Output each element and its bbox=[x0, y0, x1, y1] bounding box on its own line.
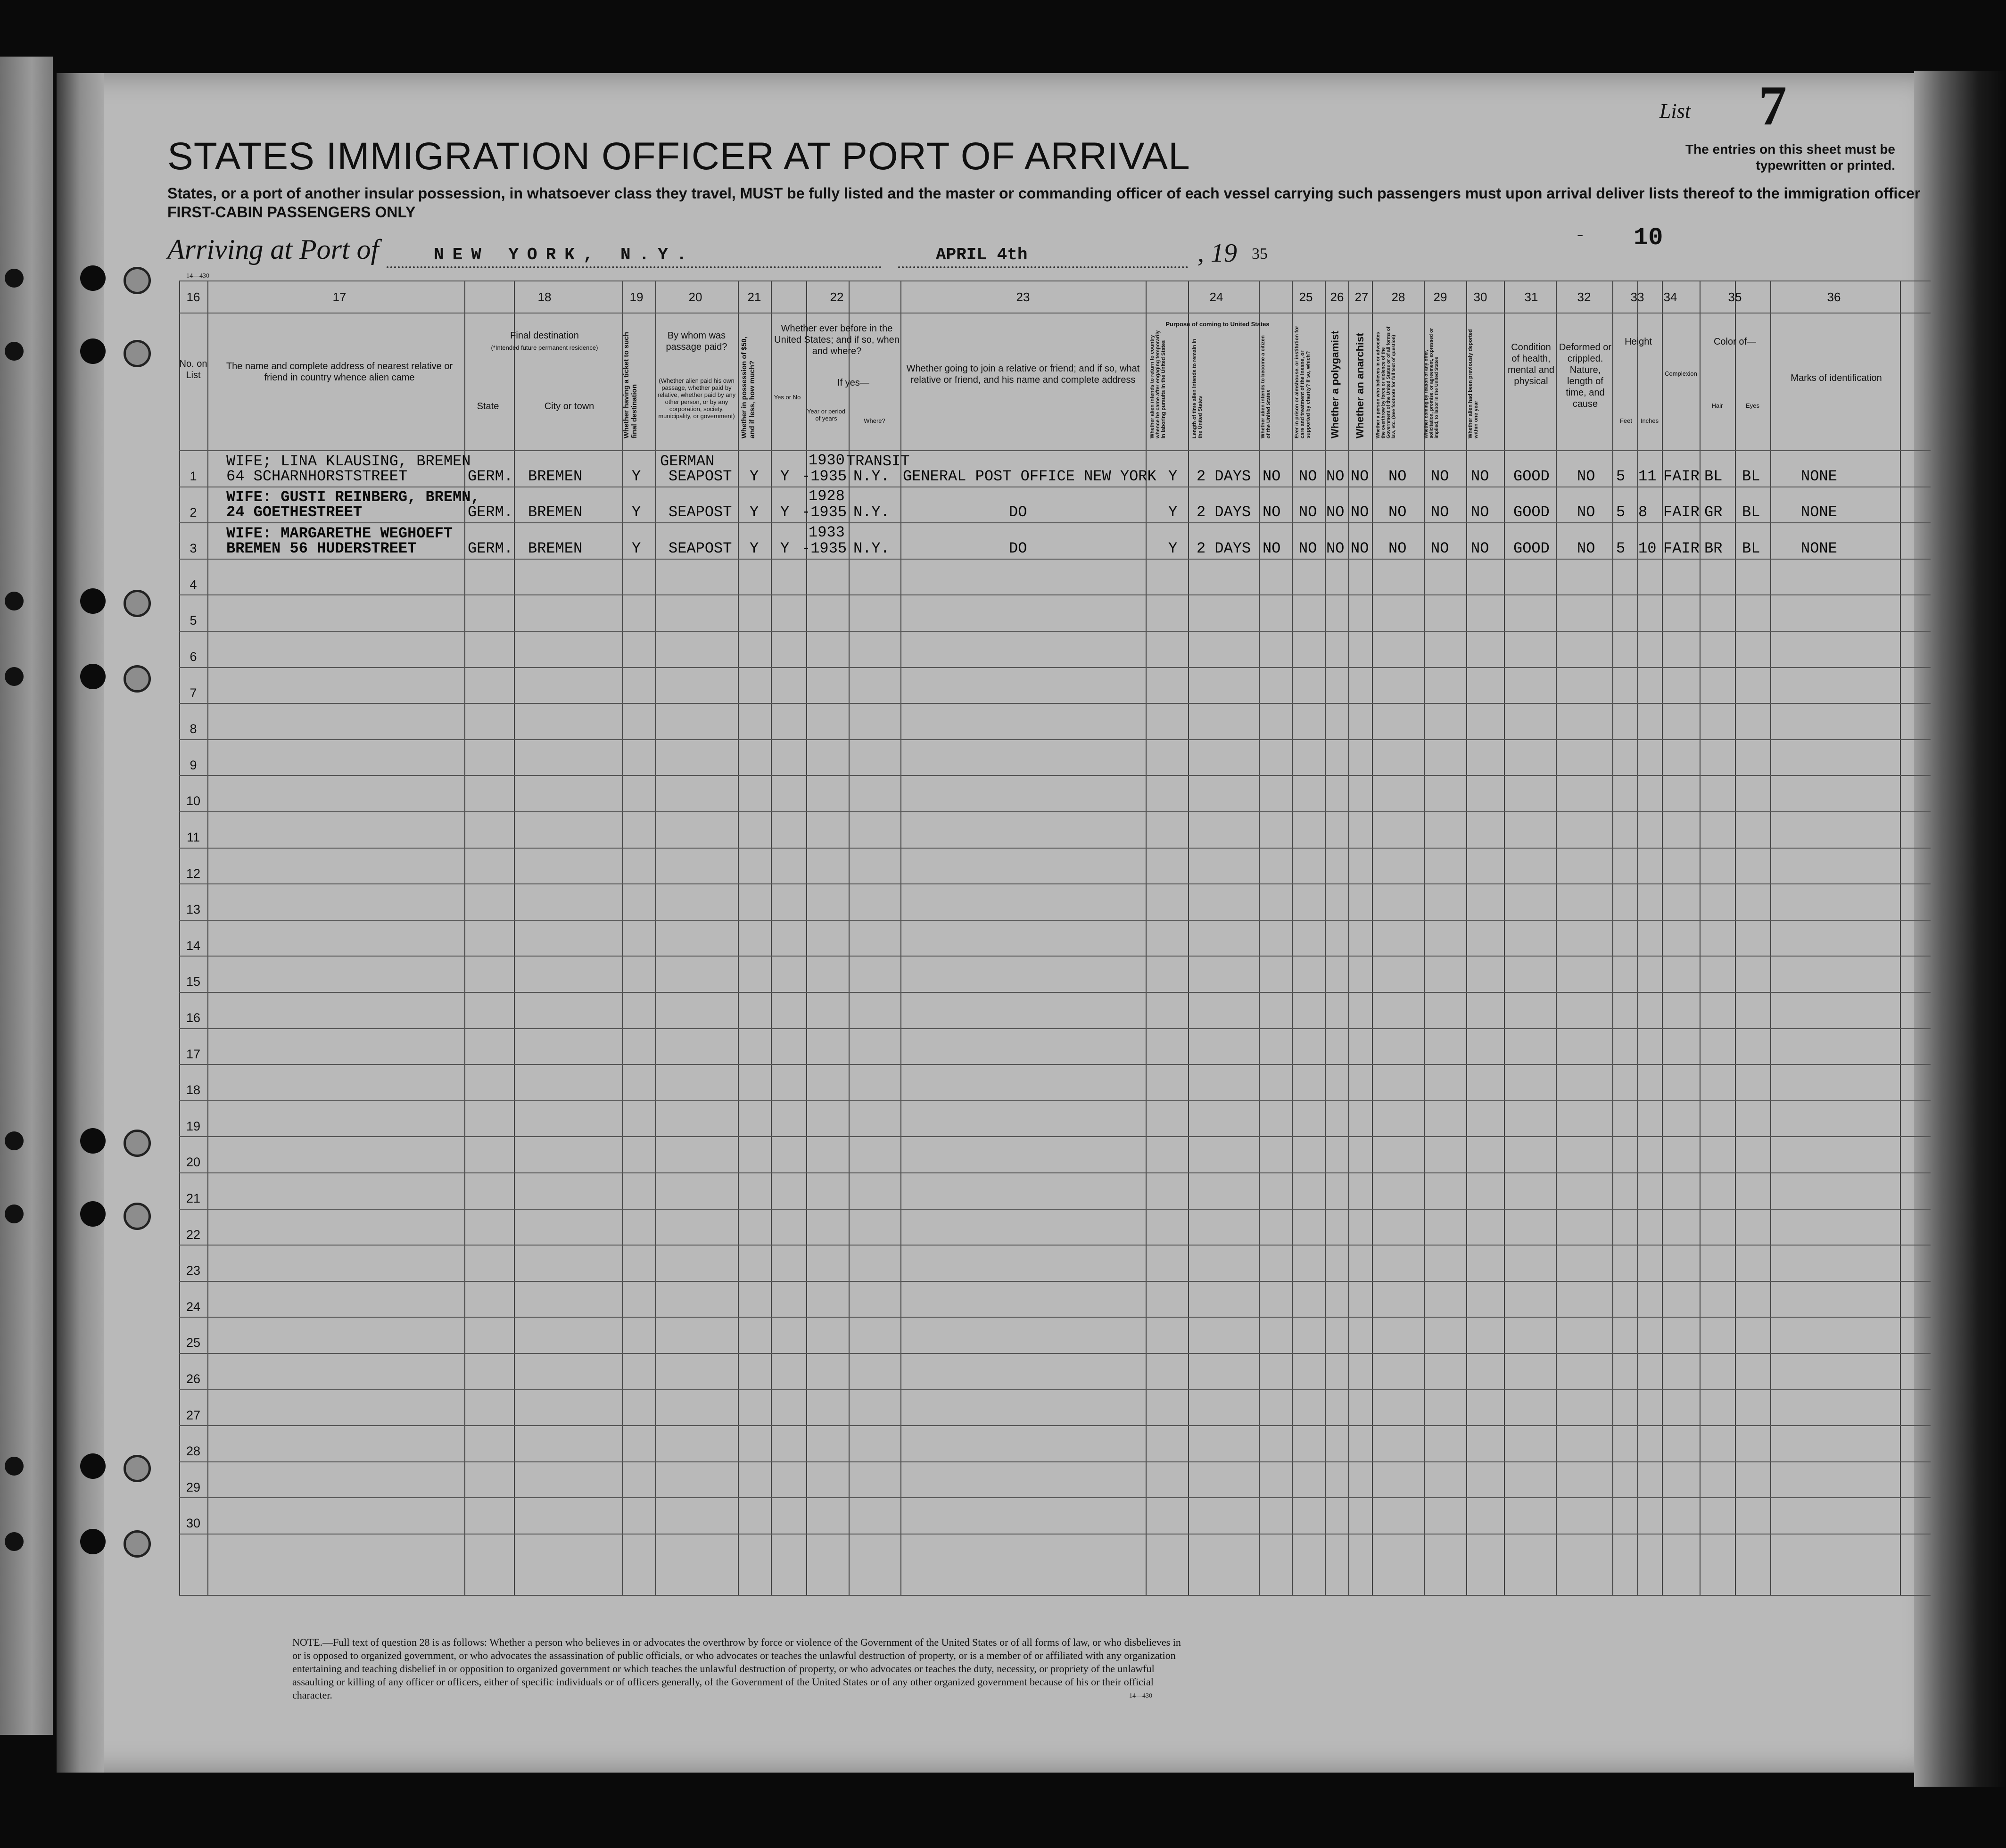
question-30-cell: NO bbox=[1471, 468, 1489, 485]
header-before-in-us: Whether ever before in the United States; and if so, when and where? bbox=[774, 323, 900, 356]
question-29-cell: NO bbox=[1431, 503, 1449, 521]
length-of-stay-cell: 2 DAYS bbox=[1197, 468, 1251, 485]
passage-paid-cell: GERMAN bbox=[660, 453, 715, 470]
header-prison: Ever in prison or almshouse, or institution for care and treatment of the insane, or supported by charity? If so, which? bbox=[1294, 326, 1311, 438]
col-number-21: 21 bbox=[747, 290, 761, 304]
grid-column-line bbox=[622, 280, 623, 1596]
list-number: 7 bbox=[1758, 74, 1787, 137]
grid-row-line bbox=[179, 522, 1931, 523]
relative-address: 24 GOETHESTREET bbox=[226, 503, 363, 521]
col-number-35: 35 bbox=[1728, 290, 1742, 304]
col-number-22: 22 bbox=[830, 290, 844, 304]
anarchist-cell: NO bbox=[1351, 468, 1369, 485]
year-period-cell: 1930 bbox=[809, 452, 845, 469]
header-purpose-return: Whether alien intends to return to country whence he came after engaging temporarily in laboring pursuits in the United States bbox=[1149, 330, 1166, 438]
col-number-31: 31 bbox=[1524, 290, 1538, 304]
height-inches-cell: 8 bbox=[1638, 503, 1648, 521]
grid-row-line bbox=[179, 1136, 1931, 1137]
length-of-stay-cell: 2 DAYS bbox=[1197, 540, 1251, 557]
binding-hole bbox=[80, 1128, 106, 1154]
binding-hole bbox=[80, 664, 106, 689]
grid-column-line bbox=[738, 280, 739, 1596]
question-28-cell: NO bbox=[1388, 503, 1407, 521]
row-number: 15 bbox=[186, 974, 201, 989]
grid-row-line bbox=[179, 1209, 1931, 1210]
question-28-cell: NO bbox=[1388, 468, 1407, 485]
complexion-cell: FAIR bbox=[1663, 468, 1700, 485]
header-if-yes: If yes— bbox=[837, 378, 869, 388]
form-code: 14—430 bbox=[186, 272, 209, 280]
header-joining-relative: Whether going to join a relative or friend; and if so, what relative or friend, and his name and complete address bbox=[906, 363, 1140, 385]
question-30-cell: NO bbox=[1471, 503, 1489, 521]
grid-row-line bbox=[179, 1245, 1931, 1246]
header-deformed: Deformed or crippled. Nature, length of time, and cause bbox=[1559, 342, 1612, 409]
header-state: State bbox=[477, 401, 499, 412]
row-number: 19 bbox=[186, 1119, 201, 1133]
date-dotted-line bbox=[898, 266, 1188, 268]
grid-column-line bbox=[1466, 280, 1467, 1596]
grid-row-line bbox=[179, 1389, 1931, 1390]
facing-page-hole bbox=[5, 1457, 24, 1476]
possession-cell: Y bbox=[750, 540, 759, 557]
page-number-stamp: 10 bbox=[1634, 224, 1663, 252]
header-polygamist: Whether a polygamist bbox=[1329, 330, 1341, 438]
passage-paid-cell: SEAPOST bbox=[669, 468, 732, 485]
header-final-destination: Final destination bbox=[510, 330, 579, 341]
grid-row-line bbox=[179, 811, 1931, 812]
relative-name: WIFE; LINA KLAUSING, BREMEN bbox=[226, 453, 471, 470]
arrival-port-label: Arriving at Port of bbox=[167, 234, 379, 265]
header-hair: Hair bbox=[1711, 402, 1723, 409]
passage-paid-cell: SEAPOST bbox=[669, 503, 732, 521]
row-number: 14 bbox=[186, 939, 201, 953]
grid-column-line bbox=[771, 280, 772, 1596]
anarchist-cell: NO bbox=[1351, 540, 1369, 557]
grid-row-line bbox=[179, 883, 1931, 884]
year-period-cell: -1935 bbox=[801, 540, 847, 557]
row-number: 3 bbox=[190, 541, 197, 555]
grid-column-line bbox=[1372, 280, 1373, 1596]
relative-address: 64 SCHARNHORSTSTREET bbox=[226, 468, 408, 485]
purpose-cell: Y bbox=[1168, 540, 1178, 557]
row-number: 24 bbox=[186, 1300, 201, 1314]
possession-cell: Y bbox=[750, 468, 759, 485]
col-number-23: 23 bbox=[1016, 290, 1030, 304]
col-number-19: 19 bbox=[629, 290, 644, 304]
grid-column-line bbox=[1504, 280, 1505, 1596]
binding-hole bbox=[80, 588, 106, 614]
grid-row-line bbox=[179, 1461, 1931, 1462]
arrival-year-prefix: , 19 bbox=[1197, 239, 1237, 268]
grid-row-line bbox=[179, 313, 1931, 314]
where-cell: N.Y. bbox=[853, 540, 890, 557]
grid-row-line bbox=[179, 1497, 1931, 1498]
year-period-cell: -1935 bbox=[801, 468, 847, 485]
grid-row-line bbox=[179, 1353, 1931, 1354]
instruction-text: States, or a port of another insular possession, in whatsoever class they travel, MUST be fully listed and the master or commanding officer of each vessel carrying such passengers must upon arrival deliver lists thereof to the immigration officer bbox=[167, 185, 1921, 202]
header-anarchist: Whether an anarchist bbox=[1354, 333, 1366, 438]
row-number: 29 bbox=[186, 1480, 201, 1494]
col-number-28: 28 bbox=[1391, 290, 1405, 304]
height-feet-cell: 5 bbox=[1616, 503, 1626, 521]
col-number-17: 17 bbox=[332, 290, 347, 304]
row-number: 13 bbox=[186, 902, 201, 916]
joining-relative-cell: GENERAL POST OFFICE NEW YORK bbox=[903, 468, 1156, 485]
possession-cell: Y bbox=[750, 503, 759, 521]
facing-page-hole bbox=[5, 1204, 24, 1223]
row-number: 20 bbox=[186, 1155, 201, 1169]
deformed-cell: NO bbox=[1577, 468, 1595, 485]
complexion-cell: FAIR bbox=[1663, 503, 1700, 521]
arrival-port-value: NEW YORK, N.Y. bbox=[434, 245, 695, 264]
ticket-cell: Y bbox=[632, 540, 641, 557]
year-period-cell: 1933 bbox=[809, 524, 845, 541]
reinforced-hole bbox=[124, 1130, 151, 1157]
grid-row-line bbox=[179, 1100, 1931, 1101]
header-citizen: Whether alien intends to become a citizen of the United States bbox=[1260, 335, 1271, 438]
row-number: 26 bbox=[186, 1372, 201, 1386]
prison-cell: NO bbox=[1299, 540, 1317, 557]
year-period-cell: -1935 bbox=[801, 503, 847, 521]
eye-color-cell: BL bbox=[1742, 468, 1760, 485]
grid-row-line bbox=[179, 280, 1931, 281]
grid-column-line bbox=[1662, 280, 1663, 1596]
binding-hole bbox=[80, 1453, 106, 1479]
grid-row-line bbox=[179, 1317, 1931, 1318]
grid-row-line bbox=[179, 1172, 1931, 1173]
row-number: 16 bbox=[186, 1011, 201, 1025]
header-question-30: Whether alien had been previously deported within one year bbox=[1468, 329, 1479, 438]
grid-column-line bbox=[207, 280, 208, 1596]
typewritten-instructions: The entries on this sheet must be typewritten or printed. bbox=[1685, 142, 1895, 173]
grid-row-line bbox=[179, 631, 1931, 632]
grid-column-line bbox=[1770, 280, 1771, 1596]
grid-column-line bbox=[1735, 280, 1736, 1596]
city-cell: BREMEN bbox=[528, 503, 583, 521]
grid-row-line bbox=[179, 848, 1931, 849]
before-in-us-cell: Y bbox=[780, 468, 790, 485]
col-number-32: 32 bbox=[1577, 290, 1591, 304]
city-cell: BREMEN bbox=[528, 540, 583, 557]
question-30-cell: NO bbox=[1471, 540, 1489, 557]
header-no-on-list: No. on List bbox=[179, 359, 207, 380]
row-number: 2 bbox=[190, 505, 197, 520]
where-cell: N.Y. bbox=[853, 503, 890, 521]
grid-row-line bbox=[179, 559, 1931, 560]
hair-color-cell: BR bbox=[1704, 540, 1723, 557]
before-in-us-cell: Y bbox=[780, 503, 790, 521]
row-number: 5 bbox=[190, 613, 197, 627]
height-inches-cell: 11 bbox=[1638, 468, 1657, 485]
length-of-stay-cell: 2 DAYS bbox=[1197, 503, 1251, 521]
reinforced-hole bbox=[124, 1203, 151, 1230]
polygamist-cell: NO bbox=[1326, 503, 1345, 521]
list-number-block bbox=[1659, 74, 1905, 137]
header-height: Height bbox=[1625, 337, 1652, 347]
row-number: 25 bbox=[186, 1336, 201, 1350]
grid-row-line bbox=[179, 920, 1931, 921]
polygamist-cell: NO bbox=[1326, 468, 1345, 485]
row-number: 23 bbox=[186, 1263, 201, 1278]
header-final-destination-note: (*Intended future permanent residence) bbox=[491, 344, 598, 351]
grid-row-line bbox=[179, 450, 1931, 451]
reinforced-hole bbox=[124, 590, 151, 617]
row-number: 22 bbox=[186, 1228, 201, 1242]
col-number-24: 24 bbox=[1209, 290, 1223, 304]
row-number: 10 bbox=[186, 794, 201, 808]
ticket-cell: Y bbox=[632, 468, 641, 485]
grid-column-line bbox=[849, 280, 850, 1596]
grid-column-line bbox=[1424, 280, 1425, 1596]
row-number: 7 bbox=[190, 686, 197, 700]
reinforced-hole bbox=[124, 1455, 151, 1482]
grid-column-line bbox=[1700, 280, 1701, 1596]
height-inches-cell: 10 bbox=[1638, 540, 1657, 557]
col-number-27: 27 bbox=[1354, 290, 1369, 304]
facing-page-strip bbox=[0, 57, 53, 1735]
eye-color-cell: BL bbox=[1742, 503, 1760, 521]
header-question-29: Whether coming by reason of any offer, solicitation, promise, or agreement, expressed or implied, to labor in the United States bbox=[1424, 328, 1439, 438]
question-29-cell: NO bbox=[1431, 540, 1449, 557]
state-cell: GERM. bbox=[468, 540, 513, 557]
col-number-34: 34 bbox=[1663, 290, 1677, 304]
height-feet-cell: 5 bbox=[1616, 468, 1626, 485]
manifest-table bbox=[179, 280, 1931, 1596]
row-number: 9 bbox=[190, 758, 197, 772]
arrival-date-value: APRIL 4th bbox=[936, 245, 1028, 264]
ticket-cell: Y bbox=[632, 503, 641, 521]
page-dash: - bbox=[1577, 223, 1584, 244]
header-marks: Marks of identification bbox=[1791, 373, 1882, 383]
grid-row-line bbox=[179, 1028, 1931, 1029]
relative-name: WIFE: GUSTI REINBERG, BREMN, bbox=[226, 488, 480, 506]
col-number-26: 26 bbox=[1330, 290, 1344, 304]
binding-hole bbox=[80, 338, 106, 364]
marks-cell: NONE bbox=[1801, 468, 1837, 485]
binding-hole bbox=[80, 1529, 106, 1554]
col-number-30: 30 bbox=[1473, 290, 1487, 304]
citizen-cell: NO bbox=[1263, 503, 1281, 521]
grid-column-line bbox=[1259, 280, 1260, 1596]
year-period-cell: 1928 bbox=[809, 487, 845, 505]
grid-column-line bbox=[514, 280, 515, 1596]
where-cell: N.Y. bbox=[853, 468, 890, 485]
header-relative-abroad: The name and complete address of nearest relative or friend in country whence alien came bbox=[226, 361, 453, 383]
col-number-25: 25 bbox=[1299, 290, 1313, 304]
deformed-cell: NO bbox=[1577, 540, 1595, 557]
grid-column-line bbox=[1188, 280, 1189, 1596]
page-title: STATES IMMIGRATION OFFICER AT PORT OF ARRIVAL bbox=[167, 135, 1190, 178]
question-29-cell: NO bbox=[1431, 468, 1449, 485]
health-cell: GOOD bbox=[1513, 468, 1550, 485]
grid-column-line bbox=[1348, 280, 1349, 1596]
reinforced-hole bbox=[124, 1530, 151, 1558]
hair-color-cell: GR bbox=[1704, 503, 1723, 521]
deformed-cell: NO bbox=[1577, 503, 1595, 521]
port-dotted-line bbox=[387, 266, 882, 268]
grid-row-line bbox=[179, 594, 1931, 595]
grid-column-line bbox=[1900, 280, 1901, 1596]
eye-color-cell: BL bbox=[1742, 540, 1760, 557]
header-inches: Inches bbox=[1640, 417, 1659, 424]
prison-cell: NO bbox=[1299, 503, 1317, 521]
col-number-18: 18 bbox=[537, 290, 552, 304]
marks-cell: NONE bbox=[1801, 503, 1837, 521]
grid-row-line bbox=[179, 775, 1931, 776]
header-city: City or town bbox=[544, 401, 594, 412]
row-number: 17 bbox=[186, 1047, 201, 1061]
grid-row-line bbox=[179, 992, 1931, 993]
where-cell: TRANSIT bbox=[846, 453, 910, 470]
health-cell: GOOD bbox=[1513, 503, 1550, 521]
col-number-16: 16 bbox=[186, 290, 200, 304]
row-number: 8 bbox=[190, 722, 197, 736]
facing-page-hole bbox=[5, 1131, 24, 1150]
grid-row-line bbox=[179, 703, 1931, 704]
prison-cell: NO bbox=[1299, 468, 1317, 485]
state-cell: GERM. bbox=[468, 468, 513, 485]
facing-page-hole bbox=[5, 1532, 24, 1551]
height-feet-cell: 5 bbox=[1616, 540, 1626, 557]
passage-paid-cell: SEAPOST bbox=[669, 540, 732, 557]
header-color-of: Color of— bbox=[1713, 337, 1757, 347]
row-number: 28 bbox=[186, 1444, 201, 1458]
col-number-29: 29 bbox=[1433, 290, 1447, 304]
binding-hole bbox=[80, 265, 106, 291]
footnote-question-28: NOTE.—Full text of question 28 is as follows: Whether a person who believes in or advocates the overthrow by force or violence of the Government of the United States or of all forms of law, or who disbelieves in or is opposed to organized government, or who advocates the assassination of public officials, or who advocates or teaches the unlawful destruction of property, or is a member of or affiliated with any organization entertaining and teaching disbelief in or opposition to organized government or which teaches the unlawful destruction of property, or who advocates or teaches the duty, necessity, or propriety of the unlawful assaulting or killing of any officer or officers, either of specific individuals or of officers generally, of the Government of the United States or of any other organized government because of his or their official character. bbox=[292, 1636, 1181, 1701]
state-cell: GERM. bbox=[468, 503, 513, 521]
marks-cell: NONE bbox=[1801, 540, 1837, 557]
header-yes-or-no: Yes or No bbox=[774, 394, 801, 401]
grid-column-line bbox=[1325, 280, 1326, 1596]
header-ticket: Whether having a ticket to such final destination bbox=[622, 332, 638, 438]
relative-address: BREMEN 56 HUDERSTREET bbox=[226, 540, 417, 557]
citizen-cell: NO bbox=[1263, 540, 1281, 557]
arrival-year-suffix: 35 bbox=[1252, 245, 1268, 263]
header-purpose: Purpose of coming to United States bbox=[1165, 321, 1270, 328]
header-where: Where? bbox=[864, 417, 885, 424]
facing-page-hole bbox=[5, 667, 24, 686]
grid-row-line bbox=[179, 1595, 1931, 1596]
header-health: Condition of health, mental and physical bbox=[1508, 342, 1554, 387]
facing-page-hole bbox=[5, 269, 24, 288]
header-complexion: Complexion bbox=[1665, 370, 1697, 377]
grid-row-line bbox=[179, 1281, 1931, 1282]
grid-column-line bbox=[1292, 280, 1293, 1596]
header-passage-note: (Whether alien paid his own passage, whether paid by relative, whether paid by any other person, or by any corporation, society, municipality, or government) bbox=[657, 377, 736, 420]
polygamist-cell: NO bbox=[1326, 540, 1345, 557]
grid-column-line bbox=[655, 280, 656, 1596]
col-number-36: 36 bbox=[1827, 290, 1841, 304]
col-number-33: 33 bbox=[1630, 290, 1644, 304]
city-cell: BREMEN bbox=[528, 468, 583, 485]
header-length-of-stay: Length of time alien intends to remain in the United States bbox=[1192, 338, 1203, 438]
binding-hole bbox=[80, 1201, 106, 1227]
grid-row-line bbox=[179, 739, 1931, 740]
row-number: 30 bbox=[186, 1516, 201, 1530]
grid-column-line bbox=[900, 280, 901, 1596]
row-number: 6 bbox=[190, 650, 197, 664]
reinforced-hole bbox=[124, 267, 151, 294]
row-number: 18 bbox=[186, 1083, 201, 1097]
before-in-us-cell: Y bbox=[780, 540, 790, 557]
citizen-cell: NO bbox=[1263, 468, 1281, 485]
relative-name: WIFE: MARGARETHE WEGHOEFT bbox=[226, 525, 453, 542]
complexion-cell: FAIR bbox=[1663, 540, 1700, 557]
header-year-period: Year or period of years bbox=[807, 408, 846, 422]
binding-margin bbox=[57, 73, 104, 1773]
facing-page-hole bbox=[5, 342, 24, 361]
purpose-cell: Y bbox=[1168, 503, 1178, 521]
row-number: 4 bbox=[190, 578, 197, 592]
grid-row-line bbox=[179, 667, 1931, 668]
grid-column-line bbox=[1612, 280, 1613, 1596]
passenger-class-label: FIRST-CABIN PASSENGERS ONLY bbox=[167, 204, 416, 221]
form-code-bottom: 14—430 bbox=[1129, 1692, 1152, 1700]
list-label: List bbox=[1659, 99, 1691, 123]
question-28-cell: NO bbox=[1388, 540, 1407, 557]
grid-column-line bbox=[1556, 280, 1557, 1596]
row-number: 21 bbox=[186, 1191, 201, 1205]
purpose-cell: Y bbox=[1168, 468, 1178, 485]
anarchist-cell: NO bbox=[1351, 503, 1369, 521]
reinforced-hole bbox=[124, 665, 151, 693]
row-number: 27 bbox=[186, 1408, 201, 1422]
grid-row-line bbox=[179, 956, 1931, 957]
joining-relative-cell: DO bbox=[1009, 503, 1027, 521]
header-possession-50: Whether in possession of $50, and if less, how much? bbox=[740, 337, 756, 438]
row-number: 11 bbox=[186, 830, 200, 844]
header-question-28: Whether a person who believes in or advocates the overthrow by force or violence of the Government of the United States or of all forms of law, etc. (See footnote for full text of question) bbox=[1376, 326, 1396, 438]
header-passage-paid: By whom was passage paid? bbox=[666, 330, 727, 352]
facing-page-hole bbox=[5, 592, 24, 610]
grid-row-line bbox=[179, 1064, 1931, 1065]
header-feet: Feet bbox=[1619, 417, 1632, 424]
grid-row-line bbox=[179, 1425, 1931, 1426]
row-number: 12 bbox=[186, 866, 201, 881]
hair-color-cell: BL bbox=[1704, 468, 1723, 485]
grid-column-line bbox=[464, 280, 465, 1596]
reinforced-hole bbox=[124, 340, 151, 367]
row-number: 1 bbox=[190, 469, 197, 483]
joining-relative-cell: DO bbox=[1009, 540, 1027, 557]
health-cell: GOOD bbox=[1513, 540, 1550, 557]
col-number-20: 20 bbox=[688, 290, 702, 304]
header-eyes: Eyes bbox=[1746, 402, 1759, 409]
